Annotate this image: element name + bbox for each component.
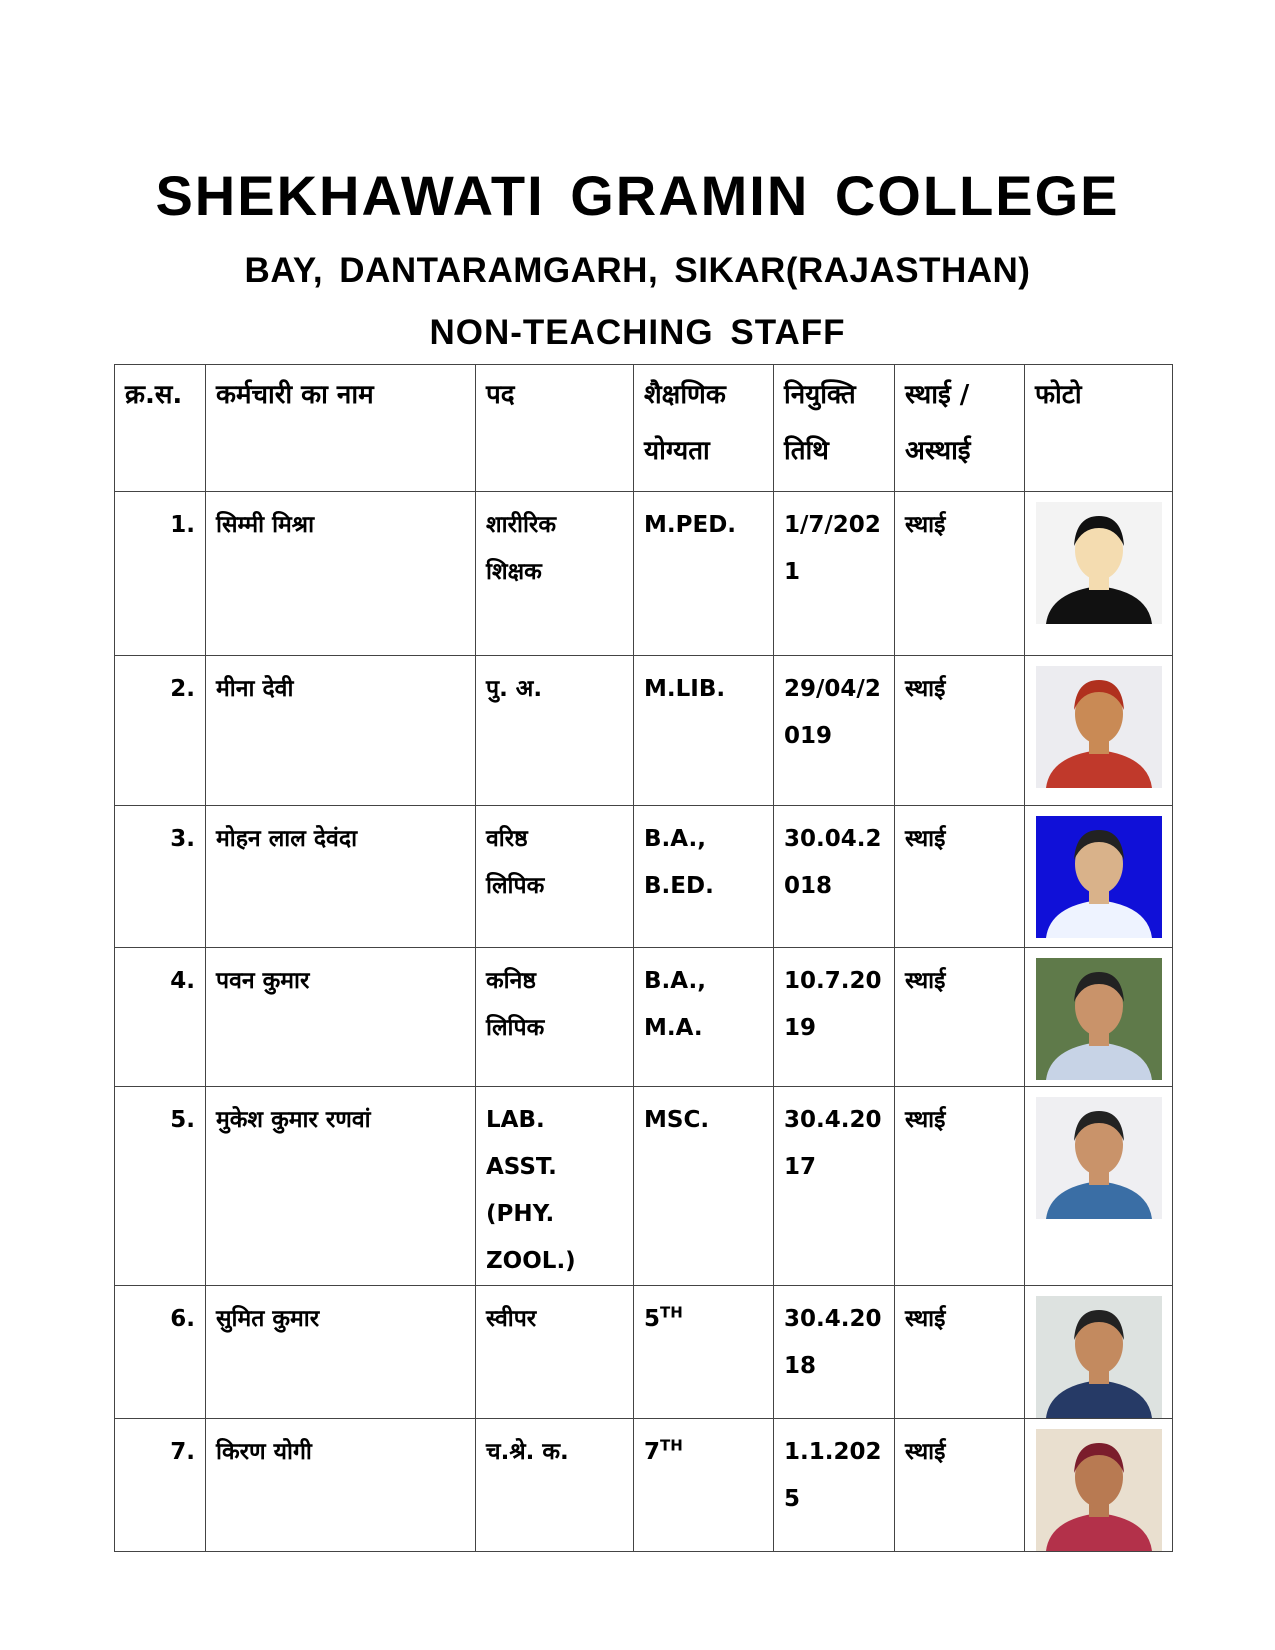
cell-sno: 7. [115, 1419, 206, 1552]
cell-status: स्थाई [895, 1286, 1025, 1419]
cell-post: स्वीपर [476, 1286, 634, 1419]
table-row [115, 1419, 1173, 1552]
cell-photo [1025, 492, 1173, 656]
cell-photo [1025, 1286, 1173, 1419]
table-row [115, 1286, 1173, 1419]
cell-sno: 3. [115, 806, 206, 948]
cell-post: कनिष्ठ लिपिक [476, 948, 634, 1087]
cell-sno: 6. [115, 1286, 206, 1419]
staff-photo [1036, 1296, 1162, 1418]
staff-photo [1036, 502, 1162, 624]
cell-status: स्थाई [895, 948, 1025, 1087]
cell-photo [1025, 656, 1173, 806]
header-status: स्थाई / अस्थाई [895, 365, 1025, 492]
cell-appointment-date: 29/04/2 019 [774, 656, 895, 806]
header-photo: फोटो [1025, 365, 1173, 492]
cell-appointment-date: 30.4.20 18 [774, 1286, 895, 1419]
cell-status: स्थाई [895, 492, 1025, 656]
college-title: SHEKHAWATI GRAMIN COLLEGE [155, 164, 1120, 227]
cell-photo [1025, 1419, 1173, 1552]
cell-qualification: MSC. [634, 1087, 774, 1286]
cell-name: मुकेश कुमार रणवां [206, 1087, 476, 1286]
cell-appointment-date: 1/7/202 1 [774, 492, 895, 656]
cell-photo [1025, 948, 1173, 1087]
header-post: पद [476, 365, 634, 492]
table-header-row [115, 365, 1173, 492]
section-title: NON-TEACHING STAFF [429, 313, 846, 352]
cell-name: मोहन लाल देवंदा [206, 806, 476, 948]
header-sno: क्र.स. [115, 365, 206, 492]
cell-qualification: M.LIB. [634, 656, 774, 806]
cell-post: वरिष्ठ लिपिक [476, 806, 634, 948]
table-row [115, 492, 1173, 656]
staff-photo [1036, 1097, 1162, 1219]
table-row [115, 656, 1173, 806]
cell-name: पवन कुमार [206, 948, 476, 1087]
cell-photo [1025, 806, 1173, 948]
cell-sno: 4. [115, 948, 206, 1087]
cell-qualification: 7TH [634, 1419, 774, 1552]
cell-post: LAB. ASST. (PHY. ZOOL.) [476, 1087, 634, 1286]
header-qualification: शैक्षणिक योग्यता [634, 365, 774, 492]
header-appointment-date: नियुक्ति तिथि [774, 365, 895, 492]
cell-status: स्थाई [895, 1087, 1025, 1286]
cell-sno: 2. [115, 656, 206, 806]
staff-photo [1036, 816, 1162, 938]
cell-post: च.श्रे. क. [476, 1419, 634, 1552]
header-name: कर्मचारी का नाम [206, 365, 476, 492]
cell-appointment-date: 1.1.202 5 [774, 1419, 895, 1552]
cell-name: सिम्मी मिश्रा [206, 492, 476, 656]
table-row [115, 806, 1173, 948]
cell-appointment-date: 30.04.2 018 [774, 806, 895, 948]
cell-qualification: 5TH [634, 1286, 774, 1419]
cell-qualification: B.A., B.ED. [634, 806, 774, 948]
cell-qualification: B.A., M.A. [634, 948, 774, 1087]
cell-name: सुमित कुमार [206, 1286, 476, 1419]
cell-photo [1025, 1087, 1173, 1286]
cell-sno: 5. [115, 1087, 206, 1286]
cell-appointment-date: 10.7.20 19 [774, 948, 895, 1087]
cell-status: स्थाई [895, 656, 1025, 806]
college-address: BAY, DANTARAMGARH, SIKAR(RAJASTHAN) [244, 251, 1031, 290]
table-row [115, 1087, 1173, 1286]
cell-post: पु. अ. [476, 656, 634, 806]
staff-photo [1036, 1429, 1162, 1551]
cell-name: मीना देवी [206, 656, 476, 806]
cell-sno: 1. [115, 492, 206, 656]
cell-status: स्थाई [895, 806, 1025, 948]
cell-status: स्थाई [895, 1419, 1025, 1552]
cell-qualification: M.PED. [634, 492, 774, 656]
cell-appointment-date: 30.4.20 17 [774, 1087, 895, 1286]
table-row [115, 948, 1173, 1087]
cell-post: शारीरिक शिक्षक [476, 492, 634, 656]
cell-name: किरण योगी [206, 1419, 476, 1552]
staff-photo [1036, 958, 1162, 1080]
staff-photo [1036, 666, 1162, 788]
staff-table [114, 364, 1173, 1552]
